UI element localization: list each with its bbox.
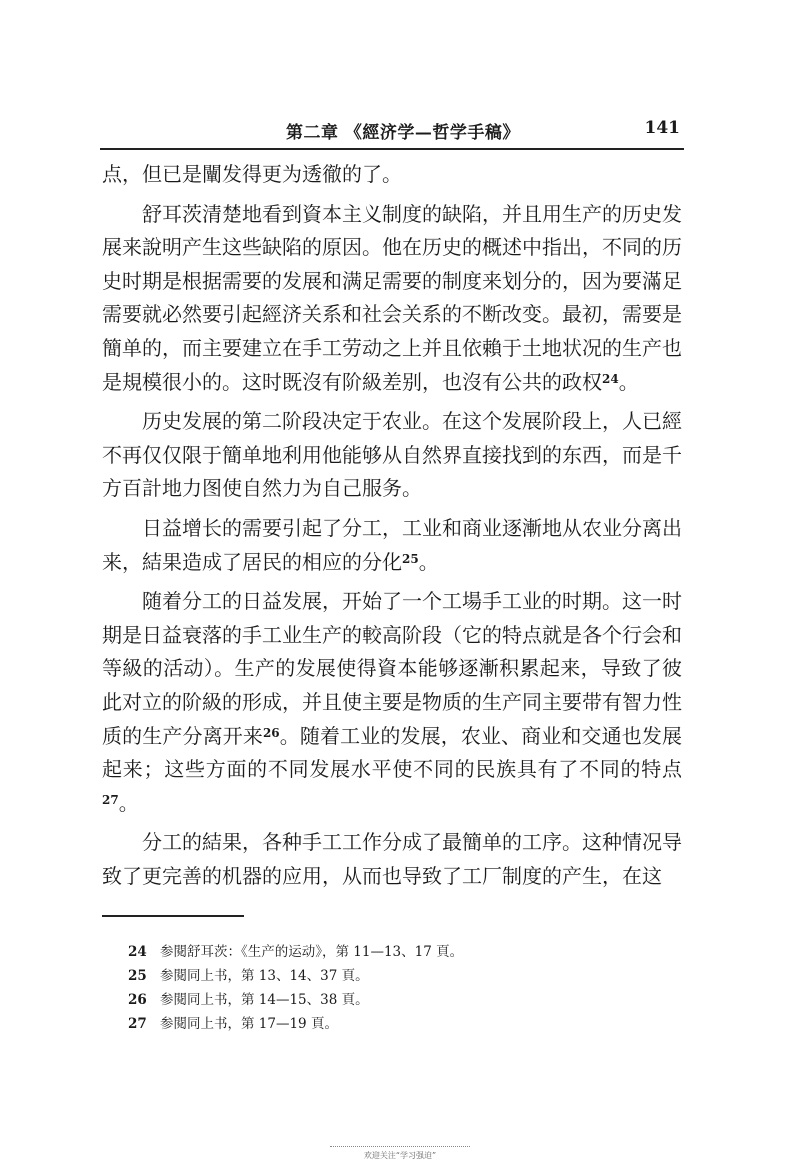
footnote-text: 参閱同上书，第 13、14、37 頁。 <box>160 968 369 984</box>
footnote-27 <box>128 1012 678 1036</box>
scan-watermark: 欢迎关注“学习强迫” <box>363 1151 437 1160</box>
footnote-number: 24 <box>128 944 147 960</box>
footnote-ref-26: 26 <box>262 725 280 740</box>
footnote-text: 参閱舒耳茨：《生产的运动》，第 11—13、17 頁。 <box>160 944 464 960</box>
footnotes <box>128 940 678 1036</box>
footnote-text: 参閱同上书，第 17—19 頁。 <box>160 1016 338 1032</box>
footnote-24 <box>128 940 678 964</box>
footnote-number: 26 <box>128 992 147 1008</box>
footnote-divider <box>102 915 244 917</box>
footnote-ref-27: 27 <box>102 792 119 807</box>
footnote-26 <box>128 988 678 1012</box>
paragraph-5: 随着分工的日益发展，开始了一个工場手工业的时期。这一时期是日益衰落的手工业生产的較高阶段（它的特点就是各个行会和等級的活动）。生产的发展使得資本能够逐漸积累起来，导致了彼此对立的阶級的形成，并且使主要是物质的生产同主要带有智力性质的生产分离开来$^{26}$。随着工业的发展，农业、商业和交通也发展起来；这些方面的不同发展水平使不同的民族具有了不同的特点$^{27}$。 <box>102 589 683 815</box>
body-text <box>102 158 682 893</box>
paragraph-3: 历史发展的第二阶段决定于农业。在这个发展阶段上，人已經不再仅仅限于簡单地利用他能够从自然界直接找到的东西，而是千方百計地力图使自然力为自己服务。 <box>102 409 682 501</box>
bottom-dotted-line <box>330 1146 470 1147</box>
paragraph-6: 分工的結果，各种手工工作分成了最簡单的工序。这种情况导致了更完善的机器的应用，从而也导致了工厂制度的产生，在这 <box>102 830 682 888</box>
paragraph-4: 日益增长的需要引起了分工，工业和商业逐漸地从农业分离出来，結果造成了居民的相应的分化$^{25}$。 <box>102 515 682 574</box>
paragraph-2: 舒耳茨清楚地看到資本主义制度的缺陷，并且用生产的历史发展来說明产生这些缺陷的原因。他在历史的概述中指出，不同的历史时期是根据需要的发展和满足需要的制度来划分的，因为要滿足需要就必然要引起經济关系和社会关系的不断改变。最初，需要是簡单的，而主要建立在手工劳动之上并且依賴于土地状况的生产也是規模很小的。这时既沒有阶級差别，也沒有公共的政权$^{24}$。 <box>102 201 682 394</box>
footnote-number: 27 <box>128 1016 147 1032</box>
running-header <box>100 116 684 150</box>
paragraph-1: 点，但已是闡发得更为透徹的了。 <box>102 162 402 186</box>
chapter-title: 第二章 《經济学—哲学手稿》 <box>286 123 520 143</box>
footnote-ref-25: 25 <box>402 551 419 566</box>
footnote-number: 25 <box>128 968 147 984</box>
page-number: 141 <box>644 118 680 138</box>
footnote-text: 参閱同上书，第 14—15、38 頁。 <box>160 992 369 1008</box>
footnote-ref-24: 24 <box>602 371 619 386</box>
footnote-25 <box>128 964 678 988</box>
